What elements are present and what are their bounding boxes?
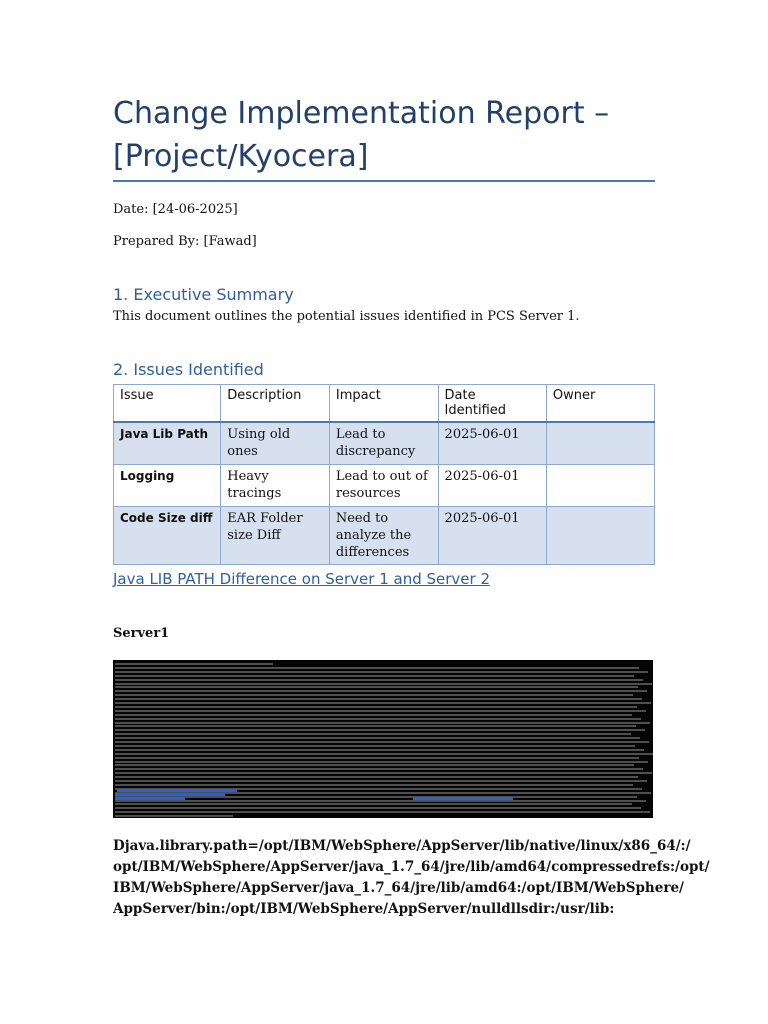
terminal-text-line — [115, 753, 653, 755]
terminal-text-line — [115, 686, 638, 688]
terminal-text-line — [115, 749, 644, 751]
cell-owner — [546, 464, 654, 506]
terminal-selection-highlight — [413, 797, 513, 800]
terminal-text-line — [115, 722, 650, 724]
cell-date: 2025-06-01 — [438, 422, 546, 464]
terminal-text-line — [115, 807, 641, 809]
cell-description: EAR Folder size Diff — [221, 506, 330, 564]
title-divider — [113, 180, 655, 182]
terminal-text-line — [115, 811, 650, 813]
terminal-text-line — [115, 663, 273, 665]
terminal-text-line — [115, 776, 638, 778]
terminal-selection-highlight — [115, 797, 185, 800]
table-row — [114, 464, 655, 506]
terminal-selection-highlight — [115, 793, 225, 796]
terminal-selection-highlight — [117, 789, 237, 792]
document-date: Date: [24-06-2025] — [113, 202, 238, 217]
terminal-text-line — [115, 757, 639, 759]
terminal-text-line — [115, 698, 642, 700]
cell-issue: Java Lib Path — [114, 422, 221, 464]
java-lib-path-heading-link[interactable]: Java LIB PATH Difference on Server 1 and Server 2 — [113, 570, 490, 588]
terminal-text-line — [115, 745, 635, 747]
cell-impact: Lead to out of resources — [329, 464, 438, 506]
issues-table-header — [114, 385, 655, 423]
column-header-impact: Impact — [329, 385, 438, 423]
terminal-text-line — [115, 800, 646, 802]
terminal-text-line — [115, 733, 631, 735]
server1-label: Server1 — [113, 626, 170, 641]
cell-description: Heavy tracings — [221, 464, 330, 506]
java-library-path-text: Djava.library.path=/opt/IBM/WebSphere/AppServer/lib/native/linux/x86_64/:/ opt/IBM/WebSphere/AppServer/java_1.7_64/jre/lib/amd64/compressedrefs:/opt/ IBM/WebSphere/AppServer/java_1.7_64/jre/lib/amd64:/opt/IBM/WebSphere/ AppServer/bin:/opt/IBM/WebSphere/AppServer/nulldllsdir:/usr/lib: — [113, 838, 710, 917]
terminal-text-line — [115, 737, 640, 739]
executive-summary-text: This document outlines the potential issues identified in PCS Server 1. — [113, 309, 580, 324]
terminal-text-line — [115, 784, 633, 786]
terminal-text-line — [115, 690, 647, 692]
column-header-issue: Issue — [114, 385, 221, 423]
terminal-text-line — [115, 706, 637, 708]
terminal-text-line — [115, 710, 646, 712]
cell-issue: Code Size diff — [114, 506, 221, 564]
terminal-text-line — [115, 683, 652, 685]
terminal-text-line — [115, 772, 652, 774]
terminal-text-line — [115, 718, 641, 720]
terminal-text-line — [115, 671, 648, 673]
terminal-text-line — [115, 803, 632, 805]
cell-impact: Need to analyze the differences — [329, 506, 438, 564]
column-header-owner: Owner — [546, 385, 654, 423]
terminal-text-line — [115, 667, 639, 669]
cell-date: 2025-06-01 — [438, 464, 546, 506]
terminal-text-line — [115, 729, 645, 731]
cell-owner — [546, 506, 654, 564]
cell-owner — [546, 422, 654, 464]
column-header-description: Description — [221, 385, 330, 423]
terminal-text-line — [115, 702, 651, 704]
cell-issue: Logging — [114, 464, 221, 506]
terminal-text-line — [115, 714, 632, 716]
terminal-text-line — [115, 725, 636, 727]
column-header-date-identified: Date Identified — [438, 385, 546, 423]
title-line-2: [Project/Kyocera] — [113, 139, 369, 174]
terminal-text-line — [115, 675, 634, 677]
terminal-text-line — [115, 768, 643, 770]
executive-summary-heading: 1. Executive Summary — [113, 285, 294, 304]
title-line-1: Change Implementation Report – — [113, 96, 610, 131]
document-title — [113, 92, 673, 178]
table-row — [114, 506, 655, 564]
terminal-text-line — [115, 694, 633, 696]
terminal-screenshot — [113, 660, 653, 818]
terminal-text-line — [115, 679, 643, 681]
issues-heading: 2. Issues Identified — [113, 360, 264, 379]
terminal-text-line — [115, 780, 647, 782]
terminal-text-line — [115, 815, 233, 817]
cell-impact: Lead to discrepancy — [329, 422, 438, 464]
terminal-text-line — [115, 764, 634, 766]
terminal-text-line — [115, 741, 649, 743]
cell-description: Using old ones — [221, 422, 330, 464]
cell-date: 2025-06-01 — [438, 506, 546, 564]
terminal-text-line — [115, 761, 648, 763]
table-row — [114, 422, 655, 464]
issues-table — [113, 384, 655, 565]
document-author: Prepared By: [Fawad] — [113, 234, 257, 249]
